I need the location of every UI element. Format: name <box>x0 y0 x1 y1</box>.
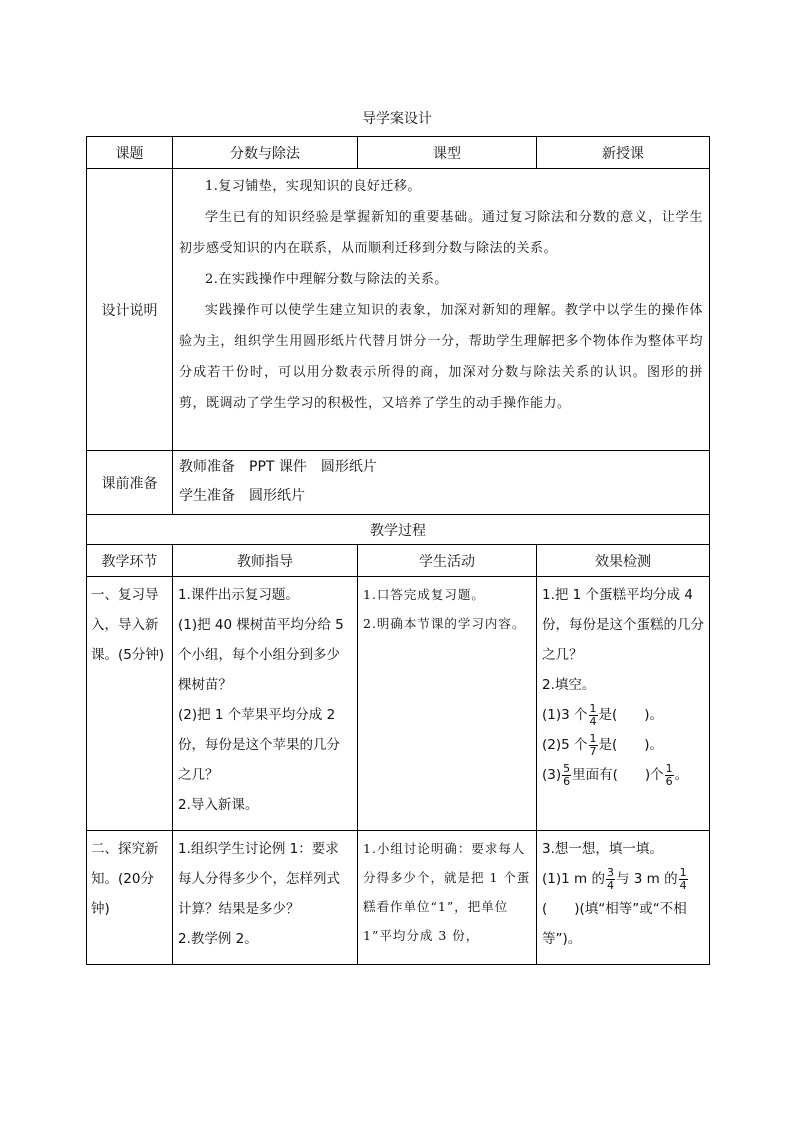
numerator: 1 <box>589 701 597 715</box>
design-point-1: 1.复习铺垫，实现知识的良好迁移。 <box>205 179 421 194</box>
student-prep: 学生准备 圆形纸片 <box>179 488 305 504</box>
q-text: 是( )。 <box>598 737 664 753</box>
col-student: 学生活动 <box>358 545 537 577</box>
fraction <box>665 763 674 788</box>
fraction <box>562 763 571 788</box>
teacher-guide-review <box>173 577 358 831</box>
q-text: (2)5 个 <box>542 737 588 753</box>
teacher-step: 1.课件出示复习题。 <box>178 587 299 603</box>
numerator: 1 <box>665 761 673 775</box>
fraction <box>606 867 615 892</box>
document-title: 导学案设计 <box>362 111 432 127</box>
student-activity-review <box>358 577 537 831</box>
fill-blank-1 <box>542 700 704 730</box>
teacher-step: 2.教学例 2。 <box>178 931 258 947</box>
denominator: 7 <box>589 744 597 758</box>
student-activity-explore <box>358 831 537 965</box>
q-text: (3) <box>542 767 562 783</box>
topic-value: 分数与除法 <box>173 137 358 169</box>
q-text: 。 <box>674 767 689 783</box>
stage-review: 一、复习导入，导入新课。(5分钟) <box>87 577 173 831</box>
topic-label: 课题 <box>87 137 173 169</box>
lesson-plan-table <box>86 136 710 965</box>
prep-label: 课前准备 <box>87 451 173 515</box>
design-notes <box>173 169 710 451</box>
col-teacher: 教师指导 <box>173 545 358 577</box>
teacher-step: 2.导入新课。 <box>178 797 259 813</box>
teacher-step: (2)把 1 个苹果平均分成 2 份，每份是这个苹果的几分之几？ <box>178 707 340 783</box>
numerator: 1 <box>679 865 687 879</box>
denominator: 6 <box>665 774 673 788</box>
denominator: 4 <box>589 714 597 728</box>
process-title: 教学过程 <box>87 515 710 545</box>
check-question: 3.想一想，填一填。 <box>542 841 663 857</box>
check-explore <box>537 831 710 965</box>
design-point-2: 2.在实践操作中理解分数与除法的关系。 <box>205 272 448 287</box>
numerator: 1 <box>589 731 597 745</box>
teacher-step: (1)把 40 棵树苗平均分给 5 个小组，每个小组分到多少棵树苗？ <box>178 617 344 693</box>
numerator: 5 <box>563 761 571 775</box>
col-stage: 教学环节 <box>87 545 173 577</box>
q-text: ( )(填“相等”或“不相等”)。 <box>542 901 687 947</box>
stage-explore: 二、探究新知。(20分钟) <box>87 831 173 965</box>
q-text: (1)3 个 <box>542 707 588 723</box>
type-label: 课型 <box>358 137 537 169</box>
q-text: 与 3 m 的 <box>615 871 678 887</box>
fraction <box>679 867 688 892</box>
denominator: 4 <box>679 878 687 892</box>
fill-blank-2 <box>542 730 704 760</box>
fraction <box>589 703 598 728</box>
denominator: 6 <box>563 774 571 788</box>
fill-blank-3 <box>542 760 704 790</box>
check-question: 1.把 1 个蛋糕平均分成 4 份，每份是这个蛋糕的几分之几？ <box>542 587 704 663</box>
q-text: (1)1 m 的 <box>542 871 605 887</box>
prep-content <box>173 451 710 515</box>
type-value: 新授课 <box>537 137 710 169</box>
student-step: 1.口答完成复习题。 <box>363 587 485 602</box>
student-step: 2.明确本节课的学习内容。 <box>363 616 526 631</box>
teacher-step: 1.组织学生讨论例 1：要求每人分得多少个，怎样列式计算？结果是多少？ <box>178 841 340 917</box>
teacher-guide-explore <box>173 831 358 965</box>
fraction <box>589 733 598 758</box>
teacher-prep: 教师准备 PPT 课件 圆形纸片 <box>179 459 377 475</box>
design-text-2: 实践操作可以使学生建立知识的表象，加深对新知的理解。教学中以学生的操作体验为主，组织学生用圆形纸片代替月饼分一分，帮助学生理解把多个物体作为整体平均分成若干份时，可以用分数表示所得的商，加深对分数与除法关系的认识。图形的拼剪，既调动了学生学习的积极性，又培养了学生的动手操作能力。 <box>179 303 703 411</box>
q-text: 里面有( )个 <box>572 767 664 783</box>
check-question: 2.填空。 <box>542 677 596 693</box>
numerator: 3 <box>606 865 614 879</box>
design-label: 设计说明 <box>87 169 173 451</box>
q-text: 是( )。 <box>598 707 664 723</box>
student-step: 1.小组讨论明确：要求每人分得多少个，就是把 1 个蛋糕看作单位“1”，把单位1”平均分成 3 份， <box>363 841 531 943</box>
design-text-1: 学生已有的知识经验是掌握新知的重要基础。通过复习除法和分数的意义，让学生初步感受知识的内在联系，从而顺利迁移到分数与除法的关系。 <box>179 210 703 256</box>
denominator: 4 <box>606 878 614 892</box>
check-review <box>537 577 710 831</box>
col-check: 效果检测 <box>537 545 710 577</box>
compare-question <box>542 864 704 894</box>
